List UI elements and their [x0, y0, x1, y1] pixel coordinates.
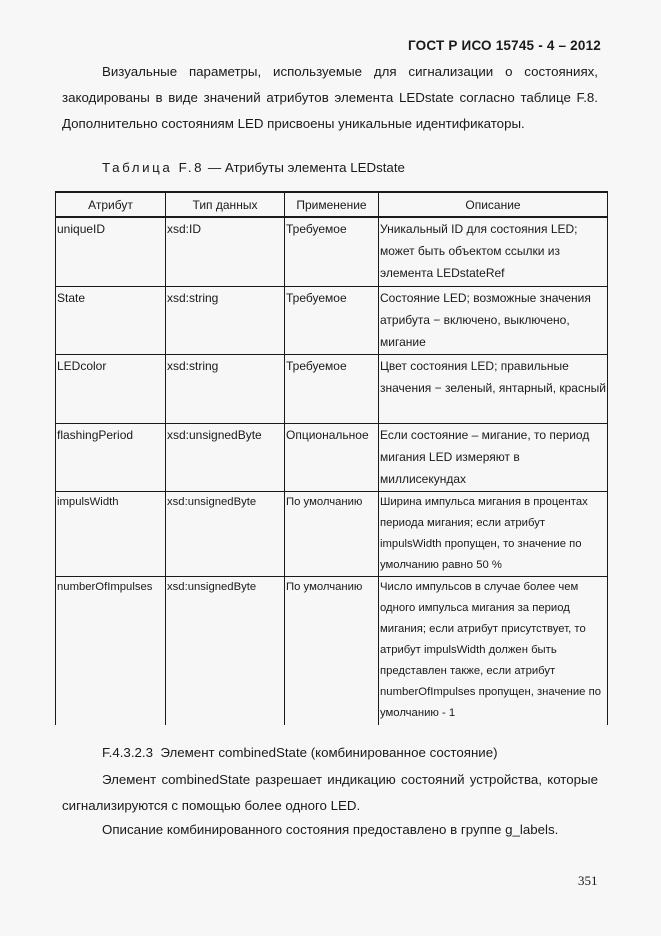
- column-header-description: Описание: [379, 192, 608, 217]
- combined-state-paragraph: Элемент combinedState разрешает индикацию состояний устройства, которые сигнализируются с помощью более одного LED.: [62, 772, 598, 813]
- cell-description: Если состояние – мигание, то период мигания LED измеряют в миллисекундах: [379, 424, 608, 492]
- attributes-table: [55, 191, 608, 725]
- cell-use: Требуемое: [285, 217, 379, 287]
- column-header-attribute: Атрибут: [56, 192, 166, 217]
- cell-description: Цвет состояния LED; правильные значения − зеленый, янтарный, красный: [379, 355, 608, 424]
- table-caption-label: Таблица F.8: [102, 160, 205, 175]
- table-row: [56, 492, 608, 577]
- table-row: [56, 355, 608, 424]
- column-header-use: Применение: [285, 192, 379, 217]
- cell-attribute: LEDcolor: [56, 355, 166, 424]
- cell-description: Число импульсов в случае более чем одного импульса мигания за период мигания; если атрибут присутствует, то атрибут impulsWidth должен быть представлен также, если атрибут numberOfImpulses пропущен, значение по умолчанию - 1: [379, 577, 608, 726]
- table-row: [56, 217, 608, 287]
- cell-attribute: uniqueID: [56, 217, 166, 287]
- table-caption-title: — Атрибуты элемента LEDstate: [207, 160, 405, 175]
- cell-type: xsd:ID: [166, 217, 285, 287]
- cell-use: Опциональное: [285, 424, 379, 492]
- table-caption: [102, 160, 405, 175]
- intro-paragraph: Визуальные параметры, используемые для сигнализации о состояниях, закодированы в виде значений атрибутов элемента LEDstate согласно таблице F.8. Дополнительно состояниям LED присвоены уникальные идентификаторы.: [62, 64, 598, 131]
- cell-description: Состояние LED; возможные значения атрибута − включено, выключено, мигание: [379, 287, 608, 355]
- table-row: [56, 577, 608, 726]
- cell-type: xsd:unsignedByte: [166, 492, 285, 577]
- table-row: [56, 424, 608, 492]
- table-header-row: [56, 192, 608, 217]
- cell-use: По умолчанию: [285, 492, 379, 577]
- cell-use: Требуемое: [285, 287, 379, 355]
- cell-attribute: State: [56, 287, 166, 355]
- column-header-type: Тип данных: [166, 192, 285, 217]
- section-heading: F.4.3.2.3 Элемент combinedState (комбинированное состояние): [102, 745, 498, 760]
- cell-attribute: flashingPeriod: [56, 424, 166, 492]
- labels-paragraph: Описание комбинированного состояния предоставлено в группе g_labels.: [102, 822, 559, 837]
- page-number: 351: [578, 873, 598, 888]
- cell-type: xsd:string: [166, 355, 285, 424]
- cell-attribute: numberOfImpulses: [56, 577, 166, 726]
- cell-type: xsd:string: [166, 287, 285, 355]
- cell-description: Уникальный ID для состояния LED; может быть объектом ссылки из элемента LEDstateRef: [379, 217, 608, 287]
- document-header: ГОСТ Р ИСО 15745 - 4 – 2012: [408, 38, 601, 53]
- cell-type: xsd:unsignedByte: [166, 424, 285, 492]
- table-row: [56, 287, 608, 355]
- cell-use: Требуемое: [285, 355, 379, 424]
- cell-description: Ширина импульса мигания в процентах периода мигания; если атрибут impulsWidth пропущен, то значение по умолчанию равно 50 %: [379, 492, 608, 577]
- cell-type: xsd:unsignedByte: [166, 577, 285, 726]
- cell-use: По умолчанию: [285, 577, 379, 726]
- cell-attribute: impulsWidth: [56, 492, 166, 577]
